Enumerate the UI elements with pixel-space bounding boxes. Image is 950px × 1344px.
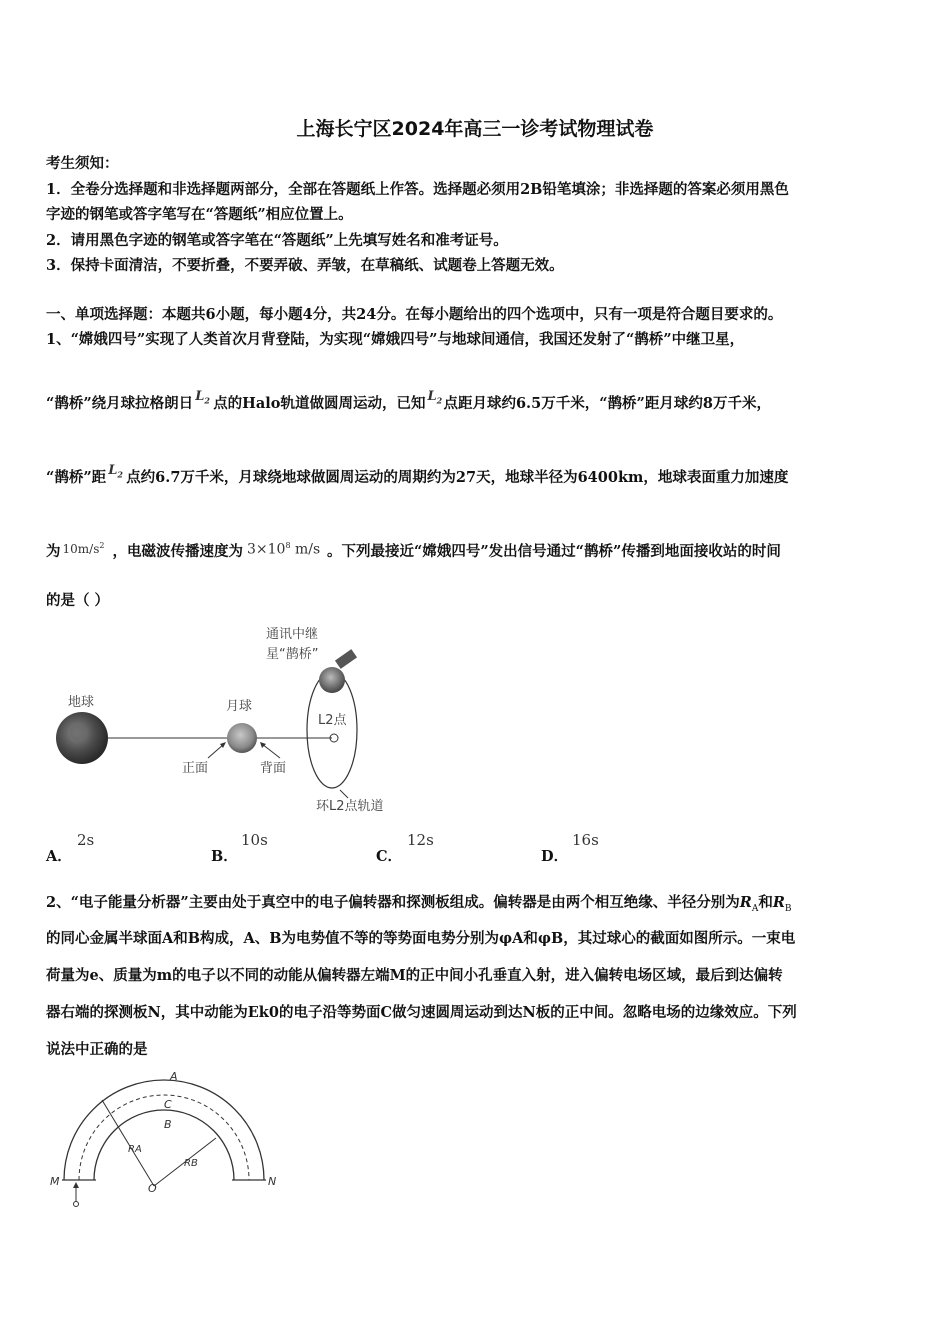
l2-symbol-3: $L_2$ bbox=[108, 463, 123, 480]
option-c-value: 12s bbox=[407, 831, 434, 849]
option-a-value: 2s bbox=[77, 831, 95, 849]
notice-heading: 考生须知： bbox=[46, 155, 119, 172]
section-heading: 一、单项选择题：本题共6小题，每小题4分，共24分。在每小题给出的四个选项中，只有一项是符合题目要求的。 bbox=[46, 306, 783, 323]
q1-line-3 bbox=[46, 463, 789, 487]
option-b-value: 10s bbox=[241, 831, 268, 849]
q1-line-2a: “鹊桥”绕月球拉格朗日 bbox=[46, 395, 194, 412]
relay-label-2: 星“鹊桥” bbox=[266, 647, 319, 662]
q1-line-1: 1、“嫦娥四号”实现了人类首次月背登陆，为实现“嫦娥四号”与地球间通信，我国还发射了“鹊桥”中继卫星， bbox=[46, 331, 745, 348]
q1-line-2c: 点距月球约6.5万千米，“鹊桥”距月球约8万千米， bbox=[443, 395, 771, 412]
option-b[interactable]: B． bbox=[211, 848, 238, 865]
q2-line-2: 的同心金属半球面A和B构成，A、B为电势值不等的等势面电势分别为φA和φB，其过球心的截面如图所示。一束电 bbox=[46, 930, 796, 947]
q2-line-5: 说法中正确的是 bbox=[46, 1041, 148, 1058]
moon-globe bbox=[227, 723, 257, 753]
q1-line-5: 的是（ ） bbox=[46, 592, 110, 609]
notice-line-1b: 字迹的钢笔或答字笔写在“答题纸”相应位置上。 bbox=[46, 206, 353, 223]
back-label: 背面 bbox=[260, 761, 287, 776]
l2-label: L2点 bbox=[318, 713, 347, 728]
moon-label: 月球 bbox=[226, 699, 253, 714]
q2-line-1: 2、“电子能量分析器”主要由处于真空中的电子偏转器和探测板组成。偏转器是由两个相互绝缘、半径分别为$R_A$和$R_B$ bbox=[46, 894, 792, 914]
orbit-label: 环L2点轨道 bbox=[316, 799, 384, 814]
front-label: 正面 bbox=[182, 761, 209, 776]
option-d[interactable]: D． bbox=[541, 848, 569, 865]
l2-symbol: $L_2$ bbox=[195, 389, 210, 406]
earth-label: 地球 bbox=[68, 695, 95, 710]
notice-line-3: 3．保持卡面清洁，不要折叠，不要弄破、弄皱，在草稿纸、试题卷上答题无效。 bbox=[46, 257, 564, 274]
relay-satellite bbox=[319, 667, 345, 693]
q1-line-4a: 为 bbox=[46, 543, 61, 560]
q1-line-3b: 点约6.7万千米，月球绕地球做圆周运动的周期约为27天，地球半径为6400km，地球表面重力加速度 bbox=[126, 469, 789, 486]
notice-line-2: 2．请用黑色字迹的钢笔或答字笔在“答题纸”上先填写姓名和准考证号。 bbox=[46, 232, 508, 249]
q2-line-3: 荷量为e、质量为m的电子以不同的动能从偏转器左端M的正中间小孔垂直入射，进入偏转电场区域，最后到达偏转 bbox=[46, 967, 783, 984]
option-c[interactable]: C． bbox=[376, 848, 403, 865]
option-a[interactable]: A． bbox=[46, 848, 72, 865]
q1-line-3a: “鹊桥”距 bbox=[46, 469, 107, 486]
option-d-value: 16s bbox=[572, 831, 599, 849]
label-m: M bbox=[50, 1175, 60, 1188]
notice-line-1a: 1．全卷分选择题和非选择题两部分，全部在答题纸上作答。选择题必须用2B铅笔填涂；非选择题的答案必须用黑色 bbox=[46, 181, 789, 198]
label-a: A bbox=[170, 1070, 178, 1083]
c-value: $3\times 10^8$ m/s bbox=[247, 541, 321, 558]
g-value: $10m/s^2$ bbox=[62, 541, 105, 556]
label-n: N bbox=[268, 1175, 277, 1188]
label-b: B bbox=[164, 1118, 172, 1131]
q1-line-2 bbox=[46, 389, 771, 413]
relay-label-1: 通讯中继 bbox=[266, 627, 319, 642]
l2-symbol-2: $L_2$ bbox=[427, 389, 443, 406]
label-c: C bbox=[164, 1098, 172, 1111]
label-o: O bbox=[148, 1182, 157, 1195]
q1-line-4b: ，电磁波传播速度为 bbox=[112, 543, 243, 560]
deflector-figure bbox=[44, 1068, 284, 1208]
page-title: 上海长宁区2024年高三一诊考试物理试卷 bbox=[296, 118, 654, 140]
label-rb: RB bbox=[184, 1158, 198, 1169]
q1-line-2b: 点的Halo轨道做圆周运动，已知 bbox=[213, 395, 426, 412]
q1-line-4 bbox=[46, 540, 781, 561]
earth-moon-l2-figure bbox=[40, 620, 420, 820]
q1-line-4c: 。下列最接近“嫦娥四号”发出信号通过“鹊桥”传播到地面接收站的时间 bbox=[327, 543, 781, 560]
q2-line-4: 器右端的探测板N，其中动能为Ek0的电子沿等势面C做匀速圆周运动到达N板的正中间。忽略电场的边缘效应。下列 bbox=[46, 1004, 797, 1021]
label-ra: RA bbox=[128, 1144, 142, 1155]
